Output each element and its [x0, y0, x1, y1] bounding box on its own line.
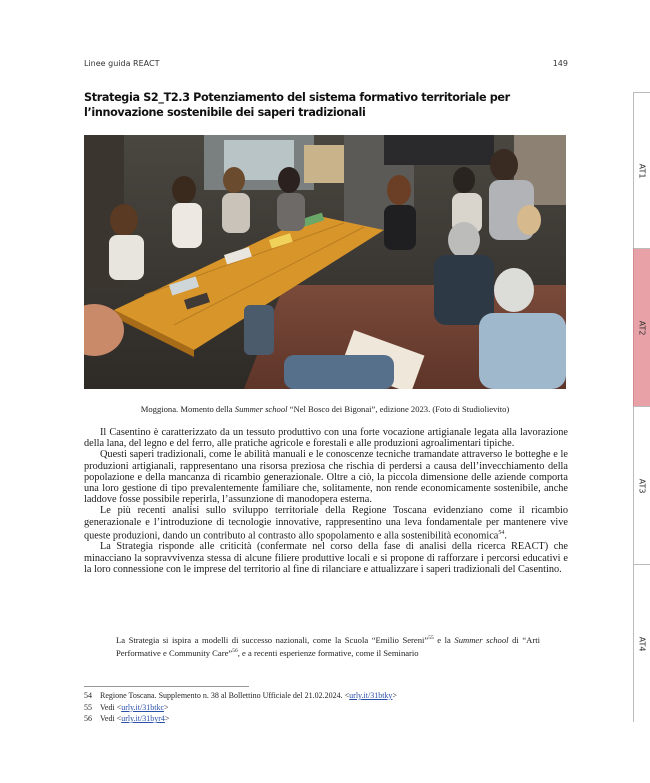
summer-school-photo [84, 135, 566, 389]
footnote-ref-56[interactable]: 56 [232, 647, 238, 654]
body-text [84, 427, 568, 575]
strategy-inspiration-text [116, 633, 540, 659]
document-title: Linee guida REACT [84, 59, 160, 68]
tab-at2[interactable] [633, 248, 650, 406]
caption-emphasis: Summer school [234, 404, 288, 414]
footnote-link[interactable]: urly.it/31btkc [121, 702, 164, 712]
footnotes [84, 690, 564, 725]
tab-at2-label: AT2 [637, 320, 647, 335]
footnote-text: Regione Toscana. Supplemento n. 38 al Bollettino Ufficiale del 21.02.2024. < [100, 691, 350, 700]
section-title: Strategia S2_T2.3 Potenziamento del sistema formativo territoriale per l’innovazione sostenibile dei saperi tradizionali [84, 91, 510, 119]
footnote-number: 56 [84, 714, 92, 723]
footnote-ref-55[interactable]: 55 [428, 635, 434, 641]
paragraph-1: Il Casentino è caratterizzato da un tessuto produttivo con una forte vocazione artigianale legata alla lavorazione della lana, del legno e del ferro, alle pratiche agricole e forestali e alle produzioni agroalimentari tipiche. [84, 427, 568, 450]
tab-at4-label: AT4 [637, 636, 647, 651]
tab-at3[interactable] [633, 406, 650, 564]
tab-at1[interactable] [633, 92, 650, 248]
quote-part-4: , e a recenti esperienze formative, come il Seminario [237, 647, 419, 658]
footnote-text: Vedi < [100, 702, 122, 712]
section-tabs [633, 92, 650, 722]
footnote-ref-54[interactable]: 54 [498, 529, 505, 536]
quote-part-3: di “Arti Performative e Community Care” [116, 634, 540, 658]
footnote-56 [84, 713, 564, 725]
caption-text-end: “Nel Bosco dei Bigonai”, edizione 2023. (Foto di Studiolievito) [287, 404, 510, 414]
running-header [84, 59, 568, 73]
quote-emphasis: Summer school [454, 634, 509, 645]
footnote-number: 54 [84, 691, 92, 700]
quote-part-2: e la [433, 634, 455, 645]
footnote-end: > [164, 702, 169, 712]
footnote-end: > [164, 714, 170, 723]
tab-at1-label: AT1 [637, 163, 647, 178]
footnote-55 [84, 702, 564, 714]
quote-part-1: La Strategia si ispira a modelli di successo nazionali, come la Scuola “Emilio Sereni” [116, 634, 429, 645]
footnote-link[interactable]: urly.it/31byr4 [121, 714, 165, 723]
paragraph-4: La Strategia risponde alle criticità (confermate nel corso della fase di analisi della ricerca REACT) che minacciano la sopravvivenza stessa di alcune filiere produttive locali e si propone di rafforzare i percorsi educativi e la loro connessione con le imprese del territorio al fine di rilanciare e attualizzare i saperi tradizionali del Casentino. [84, 541, 568, 575]
paragraph-2: Questi saperi tradizionali, come le abilità manuali e le conoscenze tecniche tramandate attraverso le botteghe e le produzioni artigianali, rappresentano una risorsa preziosa che rischia di perdersi a causa dell’invecchiamento della popolazione e della mancanza di ricambio generazionale. Oltre a ciò, la piccola dimensione delle aziende comporta una loro gestione di tipo prevalentemente familiare che, solitamente, non rende economicamente sostenibile, anche laddove fosse possibile reperirla, l’assunzione di manodopera esterna. [84, 449, 568, 506]
caption-text-start: Moggiona. Momento della [140, 404, 235, 414]
footnote-end: > [392, 691, 397, 700]
footnote-divider [84, 686, 249, 687]
footnote-54 [84, 690, 564, 702]
page-number: 149 [552, 59, 568, 68]
footnote-number: 55 [84, 702, 92, 712]
tab-at4[interactable] [633, 564, 650, 722]
paragraph-3-end: . [504, 530, 507, 542]
paragraph-3 [84, 505, 568, 541]
tab-at3-label: AT3 [637, 478, 647, 493]
footnote-link[interactable]: urly.it/31btky [349, 691, 393, 700]
photo-caption [84, 404, 566, 414]
paragraph-3-text: Le più recenti analisi sullo sviluppo territoriale della Regione Toscana evidenziano come il ricambio generazionale e l’introduzione di tecnologie innovative, rappresentino una leva fondamentale per mantenere vive queste produzioni, dando un contributo al contrasto allo spopolamento e alla sostenibilità economica [84, 505, 568, 542]
footnote-text: Vedi < [100, 714, 122, 723]
